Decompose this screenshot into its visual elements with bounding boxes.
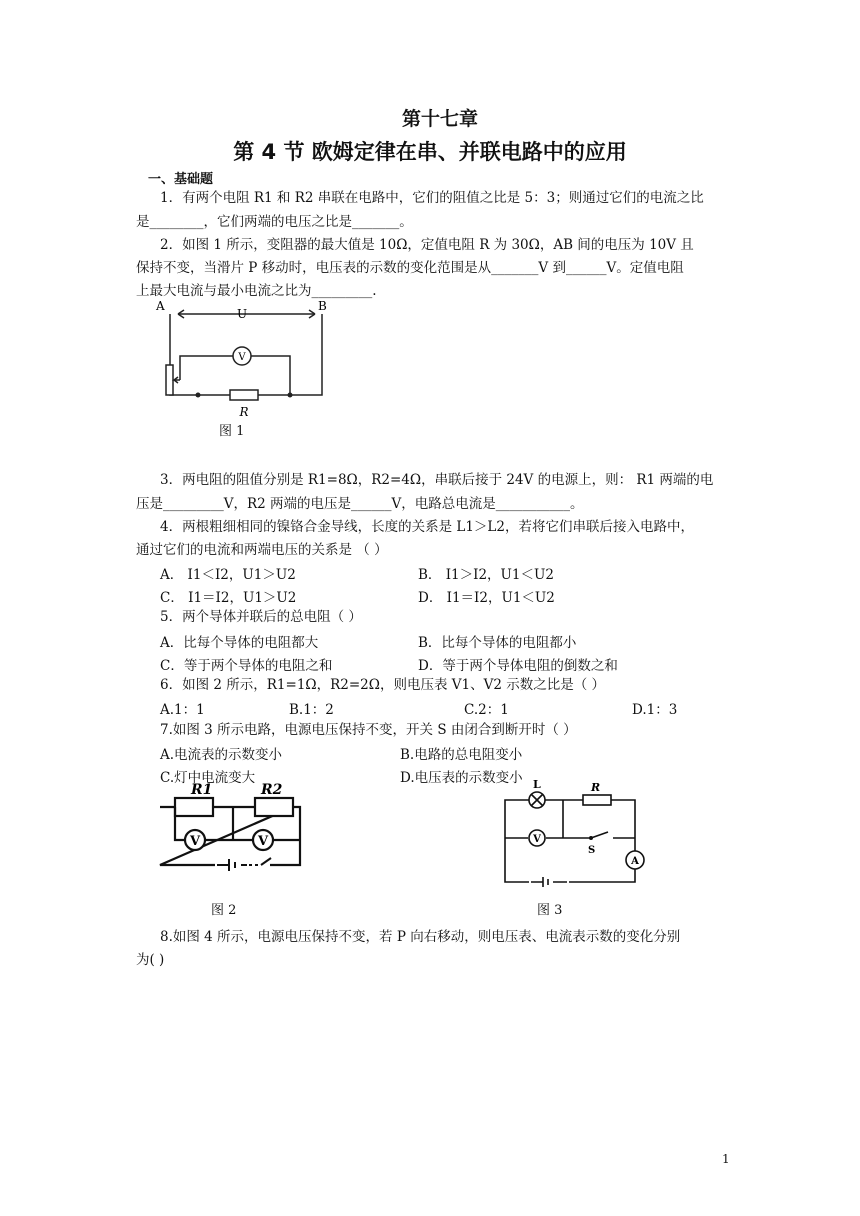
q4-option-c: C． I1＝I2，U1＞U2	[160, 590, 297, 606]
page-number: 1	[722, 1152, 730, 1166]
q3-line2: 压是_________V，R2 两端的电压是______V，电路总电流是___________。	[136, 496, 584, 512]
fig3-label-r: R	[591, 781, 601, 794]
q5-line1: 5．两个导体并联后的总电阻（ ）	[160, 609, 362, 625]
fig3-label-a: A	[631, 856, 639, 867]
q4-line1: 4．两根粗细相同的镍铬合金导线，长度的关系是 L1＞L2，若将它们串联后接入电路中，	[160, 519, 694, 535]
q6-option-b: B.1：2	[289, 702, 334, 718]
figure-2-circuit	[155, 780, 305, 890]
figure-3-circuit	[495, 780, 655, 888]
fig2-label-r1: R1	[191, 782, 213, 798]
part-heading: 一、基础题	[148, 172, 214, 187]
fig3-label-l: L	[533, 778, 541, 791]
q3-line1: 3．两电阻的阻值分别是 R1=8Ω，R2=4Ω，串联后接于 24V 的电源上，则： R1 两端的电	[160, 472, 714, 488]
fig3-caption: 图 3	[537, 903, 563, 918]
q5-option-d: D．等于两个导体电阻的倒数之和	[418, 658, 618, 674]
q2-line2: 保持不变，当滑片 P 移动时，电压表的示数的变化范围是从_______V 到______V。定值电阻	[136, 260, 684, 276]
q7-option-c: C.灯中电流变大	[160, 770, 256, 786]
q4-option-d: D． I1＝I2，U1＜U2	[418, 590, 555, 606]
fig1-label-a: A	[156, 299, 165, 313]
q5-option-b: B．比每个导体的电阻都小	[418, 635, 577, 651]
fig1-caption: 图 1	[219, 424, 245, 439]
chapter-title: 第十七章	[401, 108, 478, 130]
q7-line1: 7.如图 3 所示电路，电源电压保持不变，开关 S 由闭合到断开时（ ）	[160, 722, 577, 738]
q2-line1: 2．如图 1 所示，变阻器的最大值是 10Ω，定值电阻 R 为 30Ω，AB 间的电压为 10V 且	[160, 237, 694, 253]
fig3-label-s: S	[588, 845, 596, 856]
section-title: 第 4 节 欧姆定律在串、并联电路中的应用	[233, 140, 627, 164]
q4-option-b: B． I1＞I2，U1＜U2	[418, 567, 554, 583]
q7-option-a: A.电流表的示数变小	[160, 747, 283, 763]
fig2-label-r2: R2	[261, 782, 283, 798]
q8-line1: 8.如图 4 所示，电源电压保持不变，若 P 向右移动，则电压表、电流表示数的变化分别	[160, 929, 681, 945]
q5-option-a: A．比每个导体的电阻都大	[160, 635, 319, 651]
q1-line1: 1．有两个电阻 R1 和 R2 串联在电路中，它们的阻值之比是 5：3；则通过它们的电流之比	[160, 190, 704, 206]
q4-option-a: A． I1＜I2，U1＞U2	[160, 567, 296, 583]
q7-option-b: B.电路的总电阻变小	[400, 747, 523, 763]
q2-line3: 上最大电流与最小电流之比为_________.	[136, 283, 377, 299]
fig1-label-b: B	[318, 299, 327, 313]
q6-option-c: C.2：1	[464, 702, 509, 718]
q4-line2: 通过它们的电流和两端电压的关系是 （ ）	[136, 542, 388, 558]
fig2-caption: 图 2	[211, 903, 237, 918]
fig2-label-v1: V	[189, 834, 201, 849]
fig2-label-v2: V	[257, 834, 269, 849]
fig1-label-v: V	[238, 352, 246, 363]
figure-1-circuit	[150, 299, 340, 419]
q5-option-c: C．等于两个导体的电阻之和	[160, 658, 333, 674]
q6-option-d: D.1：3	[632, 702, 678, 718]
fig3-label-v: V	[533, 834, 541, 845]
q7-option-d: D.电压表的示数变小	[400, 770, 523, 786]
q6-line1: 6．如图 2 所示，R1=1Ω，R2=2Ω，则电压表 V1、V2 示数之比是（ ）	[160, 677, 606, 693]
q6-option-a: A.1：1	[160, 702, 205, 718]
q8-line2: 为( )	[136, 952, 165, 968]
fig1-label-u: U	[236, 307, 248, 321]
fig1-label-r: R	[239, 405, 249, 419]
q1-line2: 是________，它们两端的电压之比是_______。	[136, 214, 413, 230]
